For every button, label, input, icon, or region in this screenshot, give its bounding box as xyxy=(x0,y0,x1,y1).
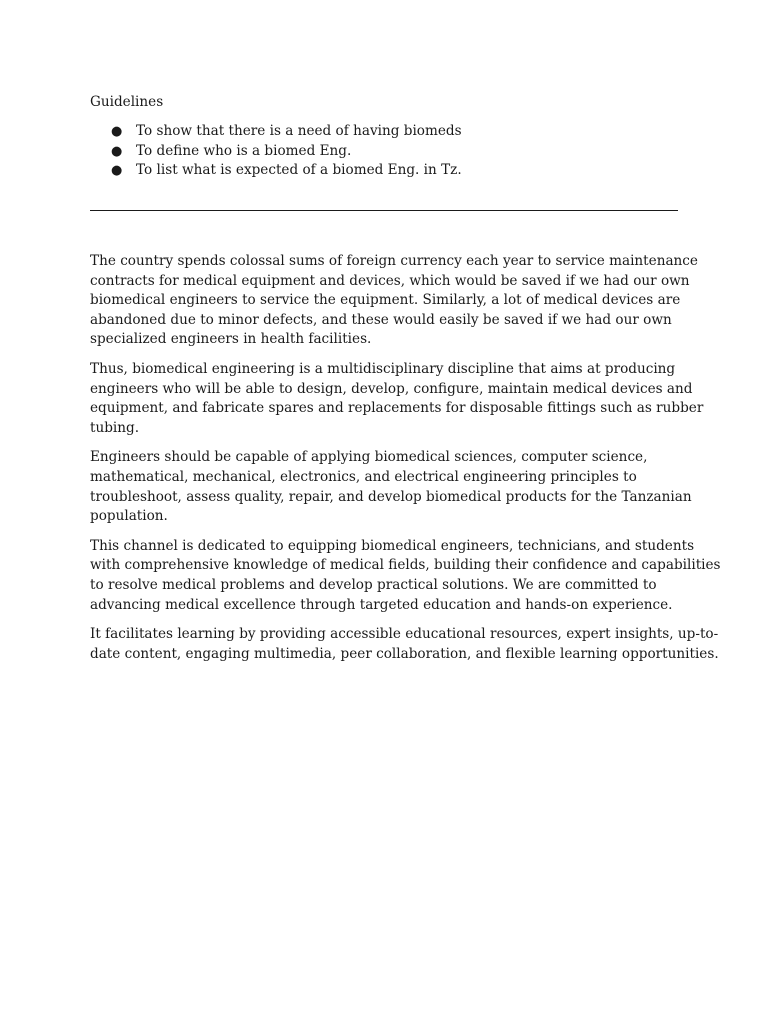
paragraph-multidisciplinary xyxy=(90,360,704,438)
text-line: to resolve medical problems and develop practical solutions. We are committed to xyxy=(90,576,657,593)
text-line: It facilitates learning by providing accessible educational resources, expert insights, up-to- xyxy=(90,626,719,643)
text-line: Thus, biomedical engineering is a multidisciplinary discipline that aims at producing xyxy=(90,360,676,377)
bullet-icon: ● xyxy=(111,124,123,139)
document-body xyxy=(90,252,721,674)
paragraph-learning xyxy=(90,625,719,664)
text-line: troubleshoot, assess quality, repair, and develop biomedical products for the Tanzanian xyxy=(90,488,692,505)
guideline-text: To show that there is a need of having biomeds xyxy=(136,123,462,139)
horizontal-divider xyxy=(90,210,678,211)
text-line: specialized engineers in health facilities. xyxy=(90,331,372,348)
paragraph-foreign-currency xyxy=(90,252,698,350)
text-line: mathematical, mechanical, electronics, and electrical engineering principles to xyxy=(90,468,637,485)
paragraph-channel-purpose xyxy=(90,537,721,615)
text-line: This channel is dedicated to equipping biomedical engineers, technicians, and students xyxy=(90,537,695,554)
bullet-icon: ● xyxy=(111,143,123,159)
guideline-text: To list what is expected of a biomed Eng. in Tz. xyxy=(136,162,462,179)
text-line: abandoned due to minor defects, and these would easily be saved if we had our own xyxy=(90,311,672,328)
text-line: advancing medical excellence through targeted education and hands-on experience. xyxy=(90,596,673,613)
text-line: The country spends colossal sums of foreign currency each year to service maintenance xyxy=(90,253,698,269)
text-line: Engineers should be capable of applying biomedical sciences, computer science, xyxy=(90,449,648,466)
text-line: with comprehensive knowledge of medical fields, building their confidence and capabilities xyxy=(90,557,721,574)
text-line: equipment, and fabricate spares and replacements for disposable fittings such as rubber xyxy=(90,400,704,417)
guidelines-list xyxy=(90,122,462,181)
guideline-item xyxy=(90,122,462,142)
text-line: tubing. xyxy=(90,419,140,436)
guideline-item xyxy=(90,161,462,181)
paragraph-engineer-capabilities xyxy=(90,448,692,526)
guideline-item xyxy=(90,142,462,162)
guidelines-heading: Guidelines xyxy=(90,94,164,110)
text-line: population. xyxy=(90,508,168,525)
text-line: contracts for medical equipment and devices, which would be saved if we had our own xyxy=(90,272,690,289)
text-line: date content, engaging multimedia, peer collaboration, and flexible learning opportunities. xyxy=(90,645,719,662)
bullet-icon: ● xyxy=(111,163,123,179)
text-line: biomedical engineers to service the equipment. Similarly, a lot of medical devices are xyxy=(90,292,681,309)
guideline-text: To define who is a biomed Eng. xyxy=(136,142,352,159)
text-line: engineers who will be able to design, develop, configure, maintain medical devices and xyxy=(90,380,693,397)
